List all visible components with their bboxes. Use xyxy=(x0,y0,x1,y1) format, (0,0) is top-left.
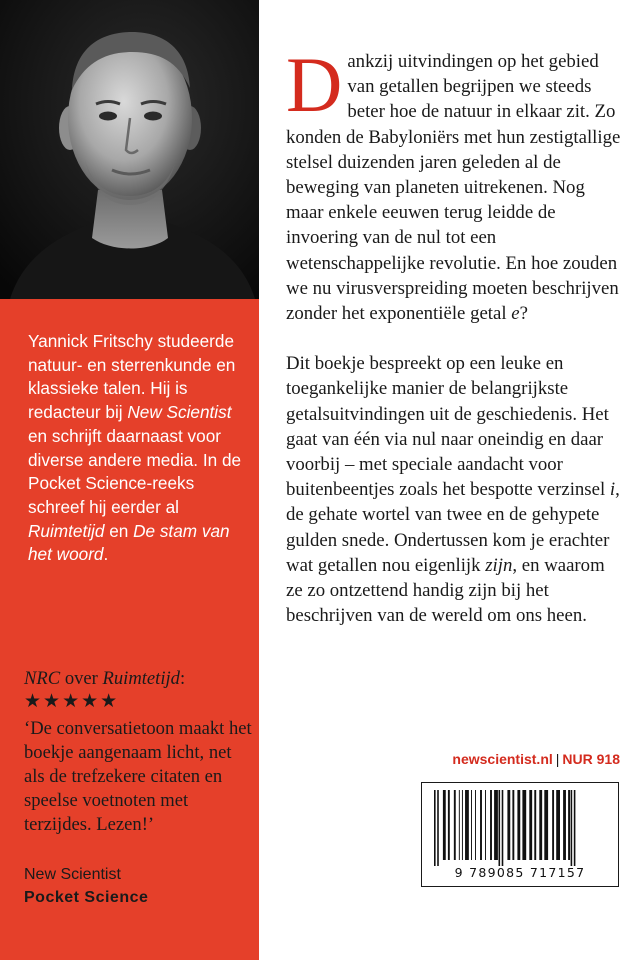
nur-code: NUR 918 xyxy=(562,751,620,767)
barcode-bar xyxy=(552,790,554,860)
barcode-bar xyxy=(448,790,450,860)
isbn-barcode xyxy=(421,782,619,887)
author-portrait-image xyxy=(0,0,259,299)
left-panel xyxy=(0,0,259,960)
barcode-bar xyxy=(571,790,573,866)
barcode-bar xyxy=(471,790,472,860)
imprint-line: newscientist.nl | NUR 918 xyxy=(452,751,620,767)
barcode-bar xyxy=(462,790,463,860)
barcode-bar xyxy=(522,790,526,860)
reviewed-book: Ruimtetijd xyxy=(102,668,180,689)
blurb-paragraph-2: Dit boekje bespreekt op een leuke en toegankelijke manier de belangrijkste getalsuitvindingen uit de geschiedenis. Het gaat van één via nul naar oneindig en daar voorbij – met speciale aandacht voor buitenbeentjes zoals het bespotte verzinsel i, de gehate wortel van twee en de gehypete gulden snede. Ondertussen kom je erachter wat getallen nou eigenlijk zijn, en waarom ze zo ontzettend handig zijn bij het beschrijven van de wereld om ons heen. xyxy=(286,353,620,627)
barcode-bar xyxy=(499,790,501,866)
publisher-website: newscientist.nl xyxy=(452,751,553,767)
series-name: Pocket Science xyxy=(24,889,149,906)
review-source: NRC xyxy=(24,668,61,689)
press-review: NRC over Ruimtetijd: ★★★★★ ‘De conversatietoon maakt het boekje aangenaam licht, net als de trefzekere citaten en speelse voetnoten met terzijdes. Lezen!’ xyxy=(24,667,256,837)
magazine-name: New Scientist xyxy=(127,402,232,423)
barcode-bar xyxy=(502,790,504,866)
barcode-bar xyxy=(490,790,492,860)
barcode-bar xyxy=(485,790,486,860)
barcode-bar xyxy=(556,790,560,860)
author-bio: Yannick Fritschy studeerde natuur- en sterrenkunde en klassieke talen. Hij is redacteur bij New Scientist en schrijft daarnaast voor diverse andere media. In de Pocket Science-reeks schreef hij eerder al Ruimtetijd en De stam van het woord. xyxy=(28,331,242,565)
isbn-number: 9 789085 717157 xyxy=(454,865,586,880)
barcode-bar xyxy=(475,790,476,860)
barcode-bar xyxy=(544,790,548,860)
barcode-bar xyxy=(480,790,482,860)
series-publisher: New Scientist xyxy=(24,866,121,883)
previous-book-1: Ruimtetijd xyxy=(28,520,105,541)
barcode-bar xyxy=(454,790,456,860)
barcode-bar xyxy=(574,790,576,866)
barcode-bar xyxy=(517,790,520,860)
barcode-bar xyxy=(512,790,514,860)
barcode-bar xyxy=(459,790,460,860)
barcode-bar xyxy=(568,790,570,860)
barcode-bar xyxy=(443,790,446,860)
review-quote: ‘De conversatietoon maakt het boekje aangenaam licht, net als de trefzekere citaten en speelse voetnoten met terzijdes. Lezen!’ xyxy=(24,718,252,835)
blurb-paragraph-1: Dankzij uitvindingen op het gebied van getallen begrijpen we steeds beter hoe de natuur in elkaar zit. Zo konden de Babyloniërs met hun zestigtallige stelsel duizenden jaren geleden al de beweging van planeten uitrekenen. Nog maar enkele eeuwen terug leidde de invoering van de nul tot een wetenschappelijke revolutie. En hoe zouden we nu virusverspreiding moeten beschrijven zonder het exponentiële getal e? xyxy=(286,41,621,325)
barcode-bar xyxy=(539,790,542,860)
barcode-bar xyxy=(529,790,532,860)
barcode-bar xyxy=(465,790,469,860)
series-logo xyxy=(24,863,254,909)
barcode-bar xyxy=(437,790,439,866)
previous-book-2: De stam van het woord xyxy=(28,520,230,565)
author-photo xyxy=(0,0,259,299)
rating-stars: ★★★★★ xyxy=(24,691,120,712)
barcode-bar xyxy=(507,790,510,860)
book-blurb xyxy=(286,41,626,628)
drop-cap: D xyxy=(286,41,343,128)
barcode-bar xyxy=(534,790,536,860)
barcode-bar xyxy=(434,790,436,866)
barcode-bars xyxy=(432,790,608,866)
barcode-bar xyxy=(563,790,566,860)
barcode-bar xyxy=(494,790,498,860)
